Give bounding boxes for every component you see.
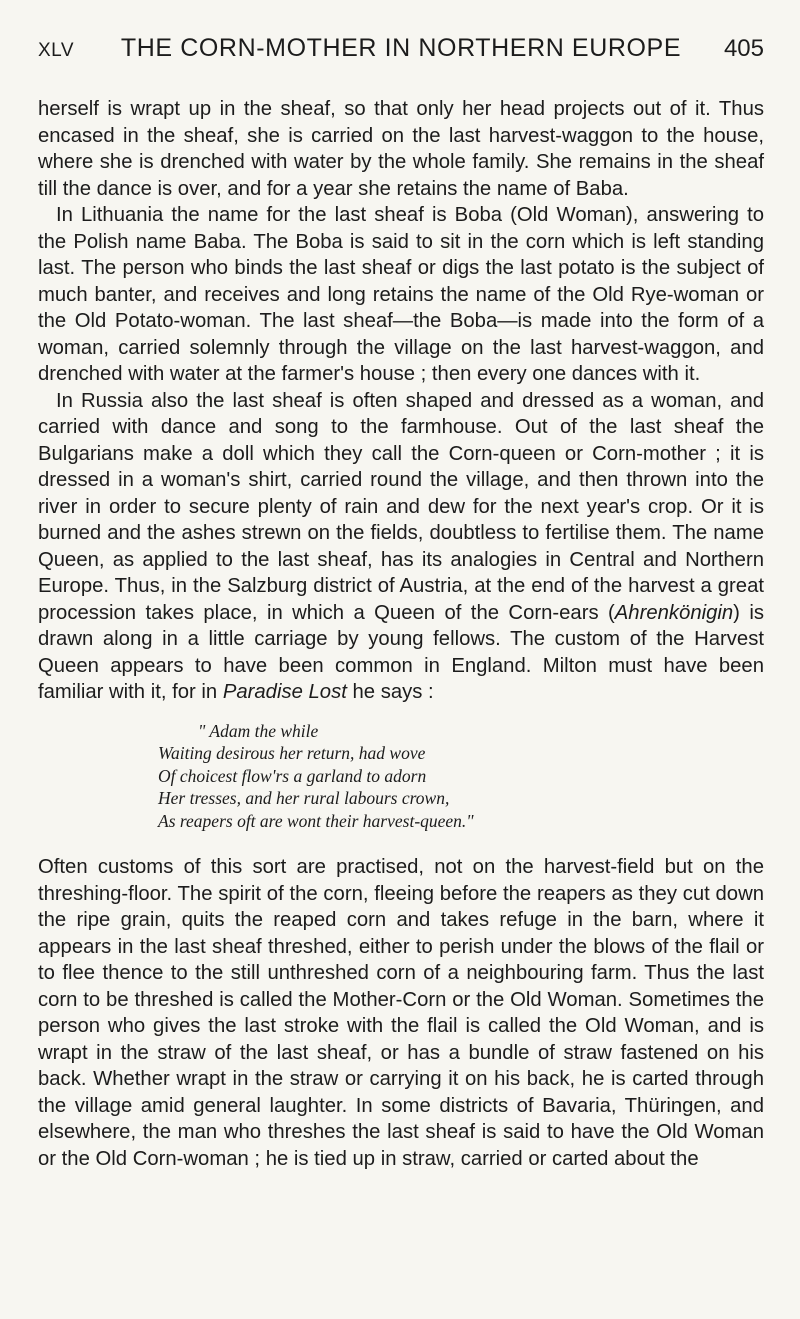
paragraph-threshing-floor: Often customs of this sort are practised, not on the harvest-field but on the threshing-floor. The spirit of the corn, fleeing before the reapers as they cut down the ripe grain, quits the reaped corn and takes refuge in the barn, where it appears in the last sheaf threshed, either to perish under the blows of the flail or to flee thence to the still unthreshed corn of a neighbouring farm. Thus the last corn to be threshed is called the Mother-Corn or the Old Woman. Sometimes the person who gives the last stroke with the flail is called the Old Woman, and is wrapt in the straw of the last sheaf, or has a bundle of straw fastened on his back. Whether wrapt in the straw or carrying it on his back, he is carted through the village amid general laughter. In some districts of Bavaria, Thüringen, and elsewhere, the man who threshes the last sheaf is said to have the Old Woman or the Old Corn-woman ; he is tied up in straw, carried or carted about the — [38, 856, 764, 1170]
verse-line-1: " Adam the while — [198, 720, 319, 741]
page-number: 405 — [723, 35, 764, 62]
body-text-continued — [38, 854, 764, 1172]
verse-line-4: Her tresses, and her rural labours crown, — [158, 788, 450, 808]
chapter-title: THE CORN-MOTHER IN NORTHERN EUROPE — [120, 34, 682, 62]
body-text — [38, 96, 764, 706]
running-head — [38, 34, 764, 84]
paragraph-russia-part-3: he says : — [346, 681, 434, 703]
paradise-lost-title: Paradise Lost — [222, 681, 347, 703]
ahrenkonigin-term: Ahrenkönigin — [614, 601, 734, 624]
book-page — [38, 34, 764, 1172]
paragraph-russia-part-1: In Russia also the last sheaf is often shaped and dressed as a woman, and carried with dance and song to the farmhouse. Out of the last sheaf the Bulgarians make a doll which they call the Corn-queen or Corn-mother ; it is dressed in a woman's shirt, carried round the village, and then thrown into the river in order to secure plenty of rain and dew for the next year's crop. Or it is burned and the ashes strewn on the fields, doubtless to fertilise them. The name Queen, as applied to the last sheaf, has its analogies in Central and Northern Europe. Thus, in the Salzburg district of Austria, at the end of the harvest a great procession takes place, in which a Queen of the Corn-ears ( — [38, 389, 764, 624]
verse-line-3: Of choicest flow'rs a garland to adorn — [158, 765, 427, 786]
verse-line-2: Waiting desirous her return, had wove — [158, 743, 426, 763]
chapter-number: XLV — [38, 40, 75, 61]
paragraph-russia-part-2: ) is drawn along in a little carriage by young fellows. The custom of the Harvest Queen appears to have been common in England. Milton must have been familiar with it, for in — [38, 601, 764, 703]
paragraph-continuation: herself is wrapt up in the sheaf, so that only her head projects out of it. Thus encased in the sheaf, she is carried on the last harvest-waggon to the house, where she is drenched with water by the whole family. She remains in the sheaf till the dance is over, and for a year she retains the name of Baba. — [38, 98, 764, 200]
paragraph-lithuania: In Lithuania the name for the last sheaf is Boba (Old Woman), answering to the Polish name Baba. The Boba is said to sit in the corn which is left standing last. The person who binds the last sheaf or digs the last potato is the subject of much banter, and receives and long retains the name of the Old Rye-woman or the Old Potato-woman. The last sheaf—the Boba—is made into the form of a woman, carried solemnly through the village on the last harvest-waggon, and drenched with water at the farmer's house ; then every one dances with it. — [38, 204, 764, 385]
verse-line-5: As reapers oft are wont their harvest-queen." — [158, 810, 474, 831]
milton-quotation — [158, 720, 764, 833]
paragraph-russia — [38, 388, 764, 706]
